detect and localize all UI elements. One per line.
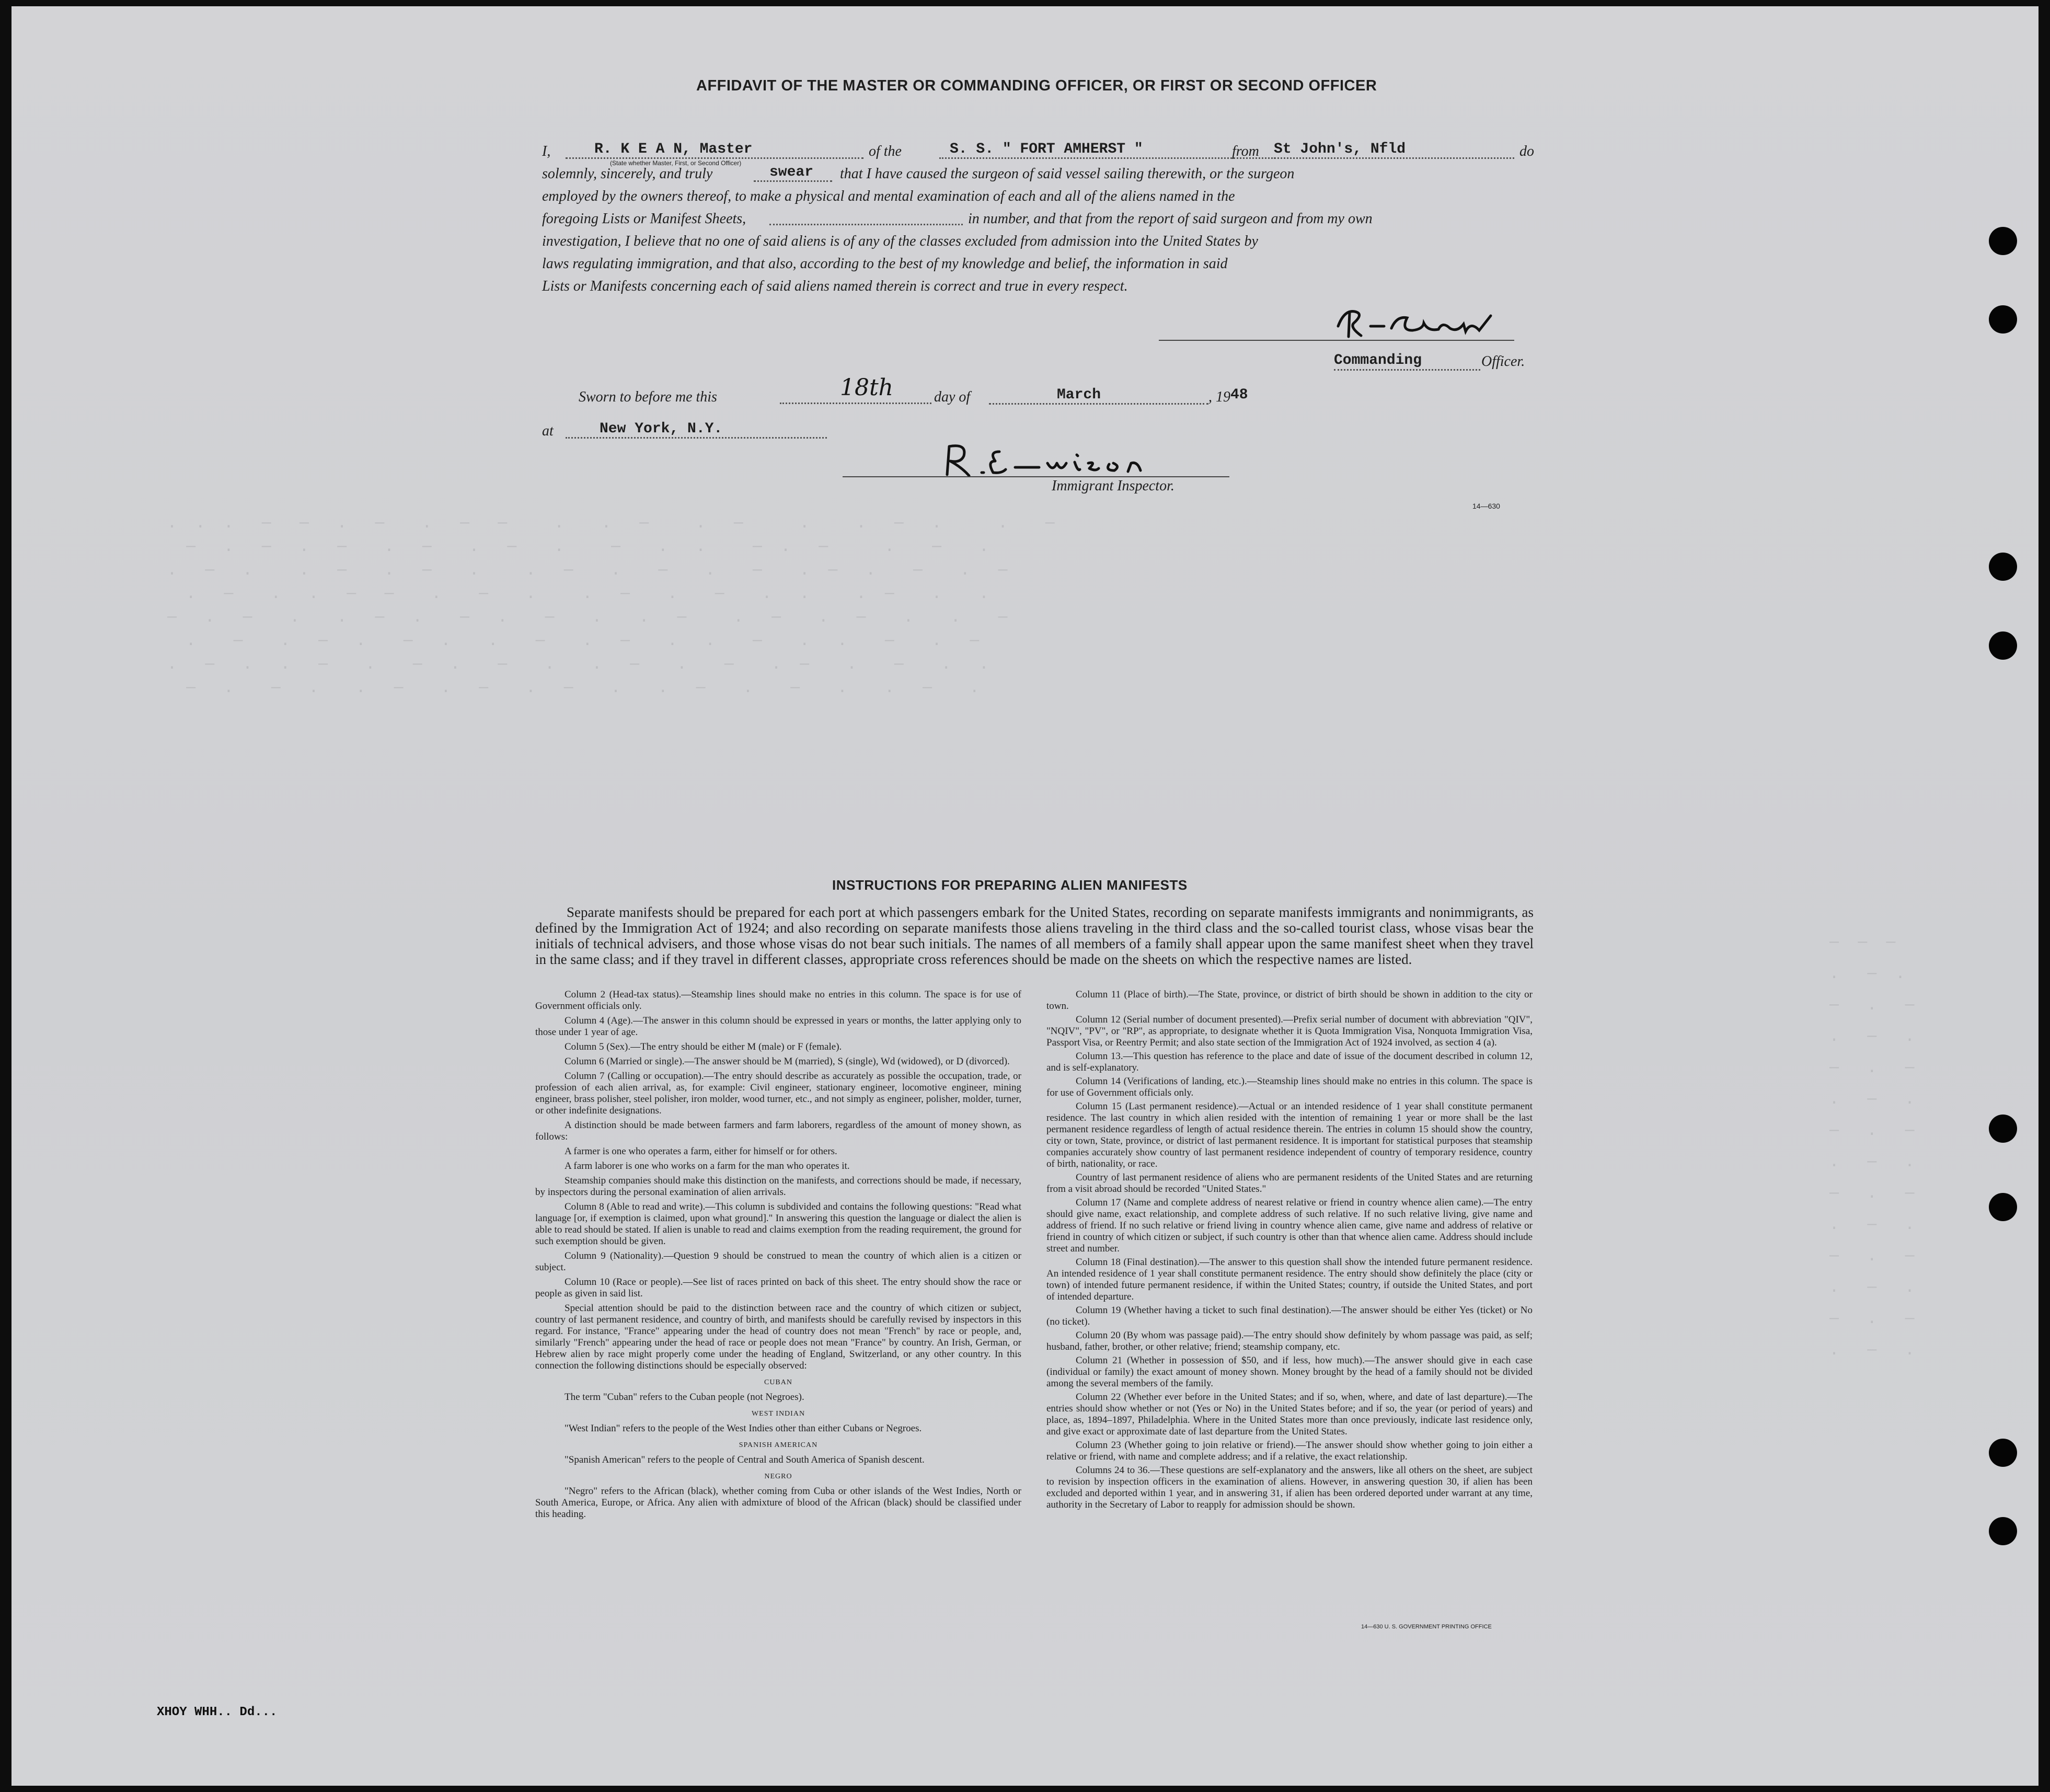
instruction-col-2: Column 2 (Head-tax status).—Steamship lines should make no entries in this column. The space is for use of Government officials only. xyxy=(535,989,1021,1012)
instructions-left-column xyxy=(535,989,1021,1520)
master-signature-line xyxy=(1159,339,1514,341)
text-cuban: The term "Cuban" refers to the Cuban people (not Negroes). xyxy=(565,1392,804,1403)
instruction-col-24-36: Columns 24 to 36.—These questions are self-explanatory and the answers, like all others on the sheet, are subject to revision by inspection officers in the examination of aliens. However, in answering question 30, if alien has been excluded and deported within 1 year, and in answering 31, if alien has been ordered deported under warrant at any time, authority in the Secretary of Labor to reapply for admission should be shown. xyxy=(1046,1465,1533,1510)
text-west-indian: "West Indian" refers to the people of the West Indies other than either Cubans or Negroes. xyxy=(565,1423,922,1434)
affidavit-line-3: employed by the owners thereof, to make a physical and mental examination of each and all of the aliens named in the xyxy=(542,188,1235,204)
instruction-col-14: Column 14 (Verifications of landing, etc.).—Steamship lines should make no entries in this column. The space is for use of Government officials only. xyxy=(1046,1076,1533,1098)
instruction-col-9: Column 9 (Nationality).—Question 9 should be construed to mean the country of which alien is a citizen or subject. xyxy=(535,1250,1021,1273)
affidavit-line-2a: solemnly, sincerely, and truly xyxy=(542,166,713,182)
sworn-day-line xyxy=(780,401,931,404)
master-signature xyxy=(1334,305,1517,342)
instructions-right-column xyxy=(1046,989,1533,1511)
affidavit-line-5: investigation, I believe that no one of said aliens is of any of the classes excluded from admission into the United States by xyxy=(542,233,1258,249)
instructions-intro: Separate manifests should be prepared for each port at which passengers embark for the United States, recording on separate manifests immigrants and nonimmigrants, as defined by the Immigration Act of 1924; and also recording on separate manifests those aliens traveling in the third class and the so-called tourist class, whose visas bear the initials of technical advisers, and those whose visas do not bear such initials. The names of all members of a family shall appear upon the same manifest sheet when they travel in the same class; and if they travel in different classes, appropriate cross references should be made on the sheets on which the respective names are listed. xyxy=(535,904,1534,967)
binder-hole xyxy=(1989,227,2017,255)
text-negro: "Negro" refers to the African (black), whether coming from Cuba or other islands of the West Indies, North or South America, Europe, or Africa. Any alien with admixture of blood of the African (black) should be classified under this heading. xyxy=(535,1486,1021,1520)
bottom-stamp: XHOY WHH.. Dd... xyxy=(157,1705,278,1719)
binder-hole xyxy=(1989,305,2017,334)
instruction-col-10: Column 10 (Race or people).—See list of races printed on back of this sheet. The entry should show the race or people as given in said list. xyxy=(535,1277,1021,1299)
affidavit-line-4b: in number, and that from the report of said surgeon and from my own xyxy=(968,211,1373,227)
sworn-before: Sworn to before me this xyxy=(579,389,717,405)
affidavit-do: do xyxy=(1519,143,1534,159)
instruction-col-5: Column 5 (Sex).—The entry should be either M (male) or F (female). xyxy=(565,1041,842,1052)
instruction-col-6: Column 6 (Married or single).—The answer should be M (married), S (single), Wd (widowed), or D (divorced). xyxy=(565,1056,1010,1067)
binder-hole xyxy=(1989,1193,2017,1221)
master-note: (State whether Master, First, or Second Officer) xyxy=(610,159,742,167)
bleed-through-texture: . . . — — . — . — — . . — . — . . — . . — — . — . — . — . — . — . . — . — . — . . — . . — . — . . — . — . — . — . — . — . — . . — — . — . . — . — . . . — . . — . — . . — . — . — . . — . — . — . . — . — . — . — . . — . — . . — . . — . — . — . . — . — . — . . — . — . — . — . . — . — . . — . — . — . . — . — . . — . xyxy=(167,513,1055,696)
instruction-col-19: Column 19 (Whether having a ticket to such final destination).—The answer should be either Yes (ticket) or No (no ticket). xyxy=(1046,1305,1533,1327)
binder-hole xyxy=(1989,631,2017,660)
instruction-col-11: Column 11 (Place of birth).—The State, province, or district of birth should be shown in addition to the city or town. xyxy=(1046,989,1533,1012)
instructions-title: INSTRUCTIONS FOR PREPARING ALIEN MANIFESTS xyxy=(832,877,1188,893)
affidavit-line-6: laws regulating immigration, and that also, according to the best of my knowledge and belief, the information in said xyxy=(542,256,1228,272)
sworn-place-field: New York, N.Y. xyxy=(566,421,827,439)
count-field xyxy=(769,223,963,225)
affidavit-line-4a: foregoing Lists or Manifest Sheets, xyxy=(542,211,746,227)
instruction-farm-laborer: A farm laborer is one who works on a farm for the man who operates it. xyxy=(565,1161,850,1171)
instruction-col-17: Column 17 (Name and complete address of nearest relative or friend in country whence alien came).—The entry should give name, exact relationship, and complete address of such relative. If no such relative living, give name and address of friend. If no such relative or friend living in country whence alien came, give name and address of relative or friend in country of which citizen or subject, if such country is other than that whence alien came. Address should include street and number. xyxy=(1046,1197,1533,1254)
departure-port-field: St John's, Nfld xyxy=(1274,141,1514,159)
heading-west-indian: WEST INDIAN xyxy=(751,1410,805,1418)
instruction-col-15: Column 15 (Last permanent residence).—Actual or an intended residence of 1 year shall constitute permanent residence. The last country in which alien resided with the intention of remaining 1 year or more shall be the last permanent residence regardless of length of actual residence therein. The entries in column 15 should show the country, city or town, State, province, or district of last permanent residence. It is important for statistical purposes that steamship companies accurately show country of last permanent residence independent of country of temporary residence, country of birth, nationality, or race. xyxy=(1046,1101,1533,1169)
affidavit-title: AFFIDAVIT OF THE MASTER OR COMMANDING OFFICER, OR FIRST OR SECOND OFFICER xyxy=(696,77,1377,94)
instruction-col-18: Column 18 (Final destination).—The answer to this question shall show the intended future permanent residence. An intended residence of 1 year shall constitute permanent residence. The entry should show definitely the place (city or town) of intended future permanent residence, if within the United States; country, if outside the United States, and port of intended departure. xyxy=(1046,1257,1533,1302)
officer-word: Officer. xyxy=(1481,353,1525,370)
instruction-col-13: Column 13.—This question has reference to the place and date of issue of the document described in column 12, and is self-explanatory. xyxy=(1046,1051,1533,1073)
manifest-sheet xyxy=(11,6,2039,1786)
instruction-col-7: Column 7 (Calling or occupation).—The entry should describe as accurately as possible the occupation, trade, or profession of each alien arrival, as, for example: Civil engineer, stationary engineer, locomotive engineer, mining engineer, brass polisher, steel polisher, iron molder, wood turner, etc., and not simply as engineer, polisher, molder, turner, or other indefinite designations. xyxy=(535,1071,1021,1116)
binder-hole xyxy=(1989,1517,2017,1545)
oath-field: swear xyxy=(754,164,832,182)
officer-title: Commanding xyxy=(1334,352,1422,369)
sworn-year-field: 48 xyxy=(1230,387,1248,403)
instruction-col-22: Column 22 (Whether ever before in the United States; and if so, when, where, and date of last departure).—The entries should show whether or not (Yes or No) in the United States before; and if so, the year (or period of years) and place, as, 1894–1897, Philadelphia. Where in the United States more than once previously, indicate last residence only, and give exact or approximate date of last departure from the United States. xyxy=(1046,1392,1533,1437)
master-name-field: R. K E A N, Master xyxy=(566,141,863,159)
heading-negro: NEGRO xyxy=(764,1473,792,1480)
sworn-year-prefix: , 19 xyxy=(1208,389,1230,405)
instruction-col-8: Column 8 (Able to read and write).—This column is subdivided and contains the following questions: "Read what language [or, if exemption is claimed, upon what ground]." In answering this question the language or dialect the alien is able to read should be stated. If alien is unable to read and claims exemption from the reading requirement, the ground for such exemption should be given. xyxy=(535,1201,1021,1247)
sworn-at: at xyxy=(542,423,554,439)
affidavit-of-the: of the xyxy=(869,143,902,159)
heading-spanish-american: SPANISH AMERICAN xyxy=(739,1441,818,1449)
instruction-col-12: Column 12 (Serial number of document presented).—Prefix serial number of document with abbreviation "QIV", "NQIV", "PV", or "RP", as appropriate, to designate whether it is Quota Immigration Visa, Nonquota Immigration Visa, Passport Visa, or Reentry Permit; and also state section of the Immigration Act of 1924 involved, as section 4 (a). xyxy=(1046,1014,1533,1048)
affidavit-line-7: Lists or Manifests concerning each of said aliens named therein is correct and true in every respect. xyxy=(542,278,1128,294)
instruction-residence: Country of last permanent residence of aliens who are permanent residents of the United States and are returning from a visit abroad should be recorded "United States." xyxy=(1046,1172,1533,1194)
officer-title-line xyxy=(1334,368,1480,371)
instruction-col-23: Column 23 (Whether going to join relative or friend).—The answer should show whether going to join either a relative or friend, with name and complete address; and if a relative, the exact relationship. xyxy=(1046,1440,1533,1462)
form-number: 14—630 xyxy=(1472,502,1500,510)
vessel-name-field: S. S. " FORT AMHERST " xyxy=(939,141,1279,159)
affidavit-from: from xyxy=(1232,143,1259,159)
instruction-farmer: A farmer is one who operates a farm, either for himself or for others. xyxy=(565,1146,837,1157)
inspector-label: Immigrant Inspector. xyxy=(1052,478,1174,494)
bleed-through-texture-right: — — — . — . — . — . — . — . — . — . — . — . — . — . — . — . — . — . — . — . — . — . xyxy=(1829,933,1915,1359)
heading-cuban: CUBAN xyxy=(764,1379,792,1386)
sworn-month-field: March xyxy=(989,387,1208,405)
inspector-signature-line xyxy=(843,475,1229,477)
text-spanish-american: "Spanish American" refers to the people of Central and South America of Spanish descent. xyxy=(565,1454,925,1465)
binder-hole xyxy=(1989,1115,2017,1143)
sworn-day-of: day of xyxy=(934,389,971,405)
sworn-day-field: 18th xyxy=(840,374,894,401)
printer-note: 14—630 U. S. GOVERNMENT PRINTING OFFICE xyxy=(1361,1624,1492,1630)
instruction-farmers: A distinction should be made between farmers and farm laborers, regardless of the amount of money shown, as follows: xyxy=(535,1120,1021,1142)
binder-hole xyxy=(1989,553,2017,581)
instruction-col-21: Column 21 (Whether in possession of $50, and if less, how much).—The answer should give in each case (individual or family) the exact amount of money shown. Money brought by the head of a family should not be divided among the several members of the family. xyxy=(1046,1355,1533,1389)
affidavit-line-2b: that I have caused the surgeon of said vessel sailing therewith, or the surgeon xyxy=(840,166,1295,182)
instruction-col-4: Column 4 (Age).—The answer in this column should be expressed in years or months, the latter applying only to those under 1 year of age. xyxy=(535,1015,1021,1038)
instruction-col-20: Column 20 (By whom was passage paid).—The entry should show definitely by whom passage was paid, as self; husband, father, brother, or other relative; friend; steamship company, etc. xyxy=(1046,1330,1533,1352)
instruction-special: Special attention should be paid to the distinction between race and the country of which citizen or subject, country of last permanent residence, and country of birth, and manifests should be carefully revised by inspectors in this regard. For instance, "France" appearing under the head of country does not mean "French" by race or people, and, similarly "French" appearing under the head of race or people does not mean "France" by country. An Irish, German, or Hebrew alien by race might properly come under the heading of England, Switzerland, or any other country. In this connection the following distinctions should be especially observed: xyxy=(535,1303,1021,1371)
affidavit-i: I, xyxy=(542,143,551,159)
binder-hole xyxy=(1989,1439,2017,1467)
instruction-distinction: Steamship companies should make this distinction on the manifests, and corrections should be made, if necessary, by inspectors during the personal examination of alien arrivals. xyxy=(535,1175,1021,1198)
